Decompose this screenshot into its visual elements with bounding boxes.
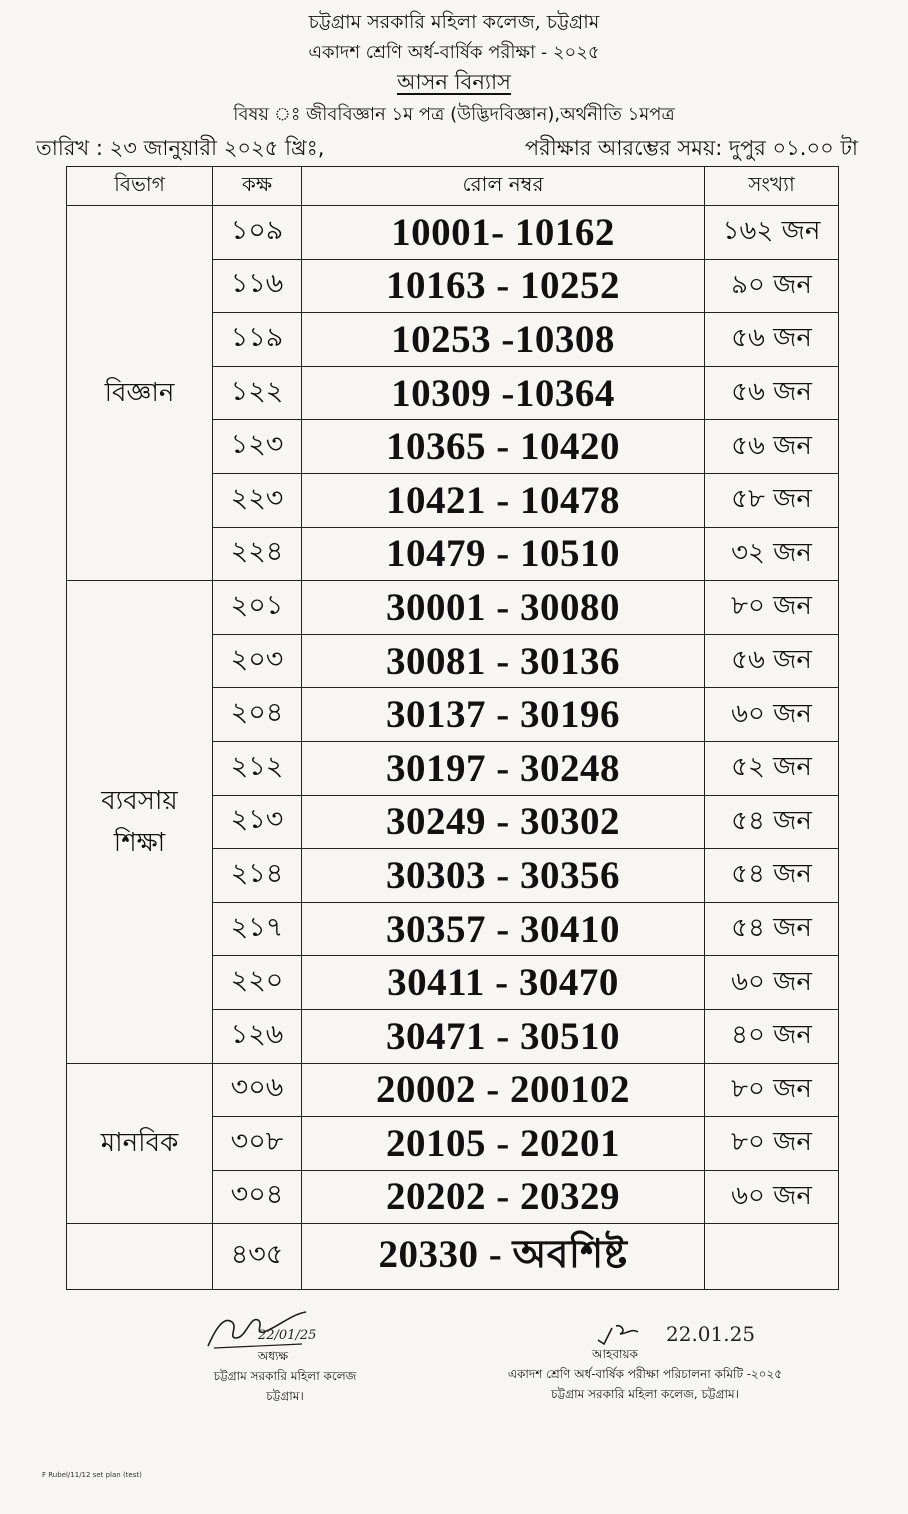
principal-role: অধ্যক্ষ	[257, 1349, 289, 1363]
institution-name: চট্টগ্রাম সরকারি মহিলা কলেজ, চট্টগ্রাম	[308, 11, 600, 33]
exam-start-time: পরীক্ষার আরম্ভের সময়: দুপুর ০১.০০ টা	[524, 136, 858, 160]
count-cell: ৪০ জন	[705, 1009, 839, 1063]
room-cell: ২২০	[213, 956, 302, 1010]
count-cell: ৫৬ জন	[705, 634, 839, 688]
roll-cell: 30137 - 30196	[302, 688, 705, 742]
room-cell: ১১৬	[213, 259, 302, 313]
column-header-room: কক্ষ	[213, 167, 302, 206]
roll-cell: 30303 - 30356	[302, 849, 705, 903]
room-cell: ২০১	[213, 581, 302, 635]
principal-institution: চট্টগ্রাম সরকারি মহিলা কলেজ	[213, 1369, 357, 1383]
room-cell: ১২৩	[213, 420, 302, 474]
table-row	[67, 206, 839, 260]
roll-cell: 20105 - 20201	[302, 1117, 705, 1171]
count-cell: ৫৬ জন	[705, 420, 839, 474]
seat-plan-table	[66, 166, 839, 1290]
table-row	[67, 1063, 839, 1117]
convener-role: আহবায়ক	[592, 1347, 638, 1361]
department-cell	[67, 1224, 213, 1290]
roll-cell: 10365 - 10420	[302, 420, 705, 474]
roll-cell: 30081 - 30136	[302, 634, 705, 688]
department-cell: ব্যবসায় শিক্ষা	[67, 581, 213, 1063]
roll-cell: 30411 - 30470	[302, 956, 705, 1010]
roll-cell: 30471 - 30510	[302, 1009, 705, 1063]
roll-cell: 30357 - 30410	[302, 902, 705, 956]
document-title	[0, 66, 908, 101]
count-cell: ৫৬ জন	[705, 366, 839, 420]
room-cell: ১০৯	[213, 206, 302, 260]
count-cell: ৮০ জন	[705, 1063, 839, 1117]
convener-signature-date: 22.01.25	[666, 1322, 756, 1346]
count-cell: ৮০ জন	[705, 1117, 839, 1171]
roll-cell: 20002 - 200102	[302, 1063, 705, 1117]
roll-cell: 10163 - 10252	[302, 259, 705, 313]
column-header-roll: রোল নম্বর	[302, 167, 705, 206]
department-cell: বিজ্ঞান	[67, 206, 213, 581]
room-cell: ১২৬	[213, 1009, 302, 1063]
exam-date: তারিখ : ২৩ জানুয়ারী ২০২৫ খ্রিঃ,	[36, 136, 325, 160]
room-cell: ৪৩৫	[213, 1224, 302, 1290]
roll-cell: 20330 - অবশিষ্ট	[302, 1224, 705, 1290]
roll-cell: 30001 - 30080	[302, 581, 705, 635]
file-footnote: F Rubel/11/12 set plan (test)	[42, 1471, 142, 1479]
roll-cell: 20202 - 20329	[302, 1170, 705, 1224]
room-cell: ২১২	[213, 741, 302, 795]
principal-signature-block	[140, 1308, 430, 1406]
principal-signature-date: 22/01/25	[258, 1328, 317, 1343]
room-cell: ২২৩	[213, 473, 302, 527]
room-cell: ২১৩	[213, 795, 302, 849]
count-cell: ৩২ জন	[705, 527, 839, 581]
roll-cell: 10309 -10364	[302, 366, 705, 420]
seat-plan-body	[67, 206, 839, 1290]
count-cell: ৬০ জন	[705, 688, 839, 742]
exam-name: একাদশ শ্রেণি অর্ধ-বার্ষিক পরীক্ষা - ২০২৫	[308, 42, 600, 63]
principal-city: চট্টগ্রাম।	[266, 1389, 304, 1403]
roll-cell: 30197 - 30248	[302, 741, 705, 795]
roll-cell: 10253 -10308	[302, 313, 705, 367]
count-cell: ৫৬ জন	[705, 313, 839, 367]
roll-cell: 10421 - 10478	[302, 473, 705, 527]
room-cell: ১২২	[213, 366, 302, 420]
count-cell: ১৬২ জন	[705, 206, 839, 260]
column-header-count: সংখ্যা	[705, 167, 839, 206]
room-cell: ৩০৪	[213, 1170, 302, 1224]
room-cell: ১১৯	[213, 313, 302, 367]
count-cell: ৮০ জন	[705, 581, 839, 635]
count-cell: ৬০ জন	[705, 1170, 839, 1224]
convener-signature-block	[470, 1320, 820, 1404]
room-cell: ২০৪	[213, 688, 302, 742]
count-cell	[705, 1224, 839, 1290]
document-title-text: আসন বিন্যাস	[397, 70, 511, 94]
count-cell: ৫৪ জন	[705, 902, 839, 956]
room-cell: ৩০৮	[213, 1117, 302, 1171]
roll-cell: 10479 - 10510	[302, 527, 705, 581]
room-cell: ২২৪	[213, 527, 302, 581]
subject-line: বিষয় ঃ জীববিজ্ঞান ১ম পত্র (উদ্ভিদবিজ্ঞান),অর্থনীতি ১মপত্র	[233, 104, 675, 125]
room-cell: ২১৭	[213, 902, 302, 956]
column-header-department: বিভাগ	[67, 167, 213, 206]
table-row	[67, 581, 839, 635]
count-cell: ৫২ জন	[705, 741, 839, 795]
count-cell: ৫৪ জন	[705, 849, 839, 903]
roll-cell: 30249 - 30302	[302, 795, 705, 849]
roll-cell: 10001- 10162	[302, 206, 705, 260]
room-cell: ২১৪	[213, 849, 302, 903]
department-cell: মানবিক	[67, 1063, 213, 1224]
count-cell: ৬০ জন	[705, 956, 839, 1010]
room-cell: ৩০৬	[213, 1063, 302, 1117]
convener-signature-mark	[596, 1322, 640, 1346]
count-cell: ৯০ জন	[705, 259, 839, 313]
table-row	[67, 1224, 839, 1290]
room-cell: ২০৩	[213, 634, 302, 688]
count-cell: ৫৮ জন	[705, 473, 839, 527]
table-header-row	[67, 167, 839, 206]
count-cell: ৫৪ জন	[705, 795, 839, 849]
convener-committee: একাদশ শ্রেণি অর্ধ-বার্ষিক পরীক্ষা পরিচালনা কমিটি -২০২৫	[507, 1367, 783, 1381]
convener-institution: চট্টগ্রাম সরকারি মহিলা কলেজ, চট্টগ্রাম।	[551, 1387, 739, 1401]
